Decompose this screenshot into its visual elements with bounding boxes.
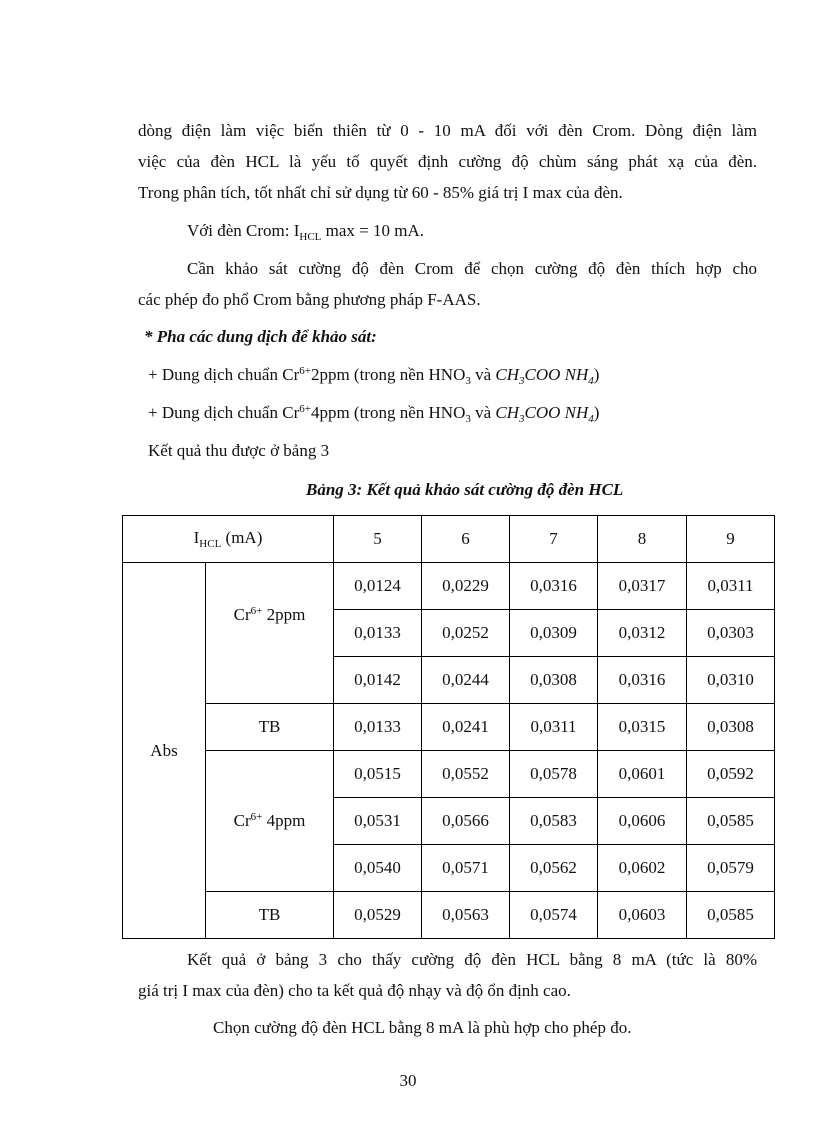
table-cell: 0,0583 [510, 798, 598, 845]
table-row [123, 563, 775, 610]
avg-label: TB [206, 704, 334, 751]
avg-cell: 0,0241 [422, 704, 510, 751]
paragraph-line: dòng điện làm việc biến thiên từ 0 - 10 mA đối với đèn Crom. Dòng điện làm [138, 121, 757, 140]
lamp-max-current: Với đèn Crom: $I_{HCL}$ max = 10 mA. [187, 221, 425, 243]
table-row-average [123, 892, 775, 939]
table-cell: 0,0317 [598, 563, 687, 610]
table-cell: 0,0303 [687, 610, 775, 657]
conclusion-line: Kết quả ở bảng 3 cho thấy cường độ đèn HCL bằng 8 mA (tức là 80% [187, 950, 757, 969]
header-current: $I_{HCL}$ (mA) [123, 516, 334, 563]
paragraph-line: các phép đo phổ Crom bằng phương pháp F-AAS. [138, 290, 481, 309]
page-number: 30 [399, 1071, 417, 1090]
table-cell: 0,0562 [510, 845, 598, 892]
table-cell: 0,0515 [334, 751, 422, 798]
avg-cell: 0,0529 [334, 892, 422, 939]
table-cell: 0,0601 [598, 751, 687, 798]
result-line: Kết quả thu được ở bảng 3 [148, 441, 330, 460]
table-cell: 0,0531 [334, 798, 422, 845]
table-cell: 0,0540 [334, 845, 422, 892]
table-cell: 0,0316 [598, 657, 687, 704]
table-cell: 0,0579 [687, 845, 775, 892]
header-col: 9 [687, 516, 775, 563]
table-cell: 0,0311 [687, 563, 775, 610]
table-cell: 0,0592 [687, 751, 775, 798]
table-cell: 0,0602 [598, 845, 687, 892]
table-cell: 0,0316 [510, 563, 598, 610]
avg-cell: 0,0133 [334, 704, 422, 751]
table-cell: 0,0308 [510, 657, 598, 704]
header-col: 5 [334, 516, 422, 563]
table-cell: 0,0312 [598, 610, 687, 657]
paragraph-line: Cần khảo sát cường độ đèn Crom để chọn cường độ đèn thích hợp cho [187, 259, 757, 278]
table-cell: 0,0252 [422, 610, 510, 657]
table-cell: 0,0606 [598, 798, 687, 845]
table-cell: 0,0585 [687, 798, 775, 845]
table-row [123, 751, 775, 798]
table-caption: Bảng 3: Kết quả khảo sát cường độ đèn HCL [306, 480, 624, 499]
conclusion-line: giá trị I max của đèn) cho ta kết quả độ nhạy và độ ổn định cao. [138, 981, 571, 1000]
table-cell: 0,0124 [334, 563, 422, 610]
avg-cell: 0,0585 [687, 892, 775, 939]
header-col: 7 [510, 516, 598, 563]
section-heading: * Pha các dung dịch để khảo sát: [144, 327, 377, 346]
solution-item: + Dung dịch chuẩn $Cr^{6+}4ppm$ (trong nền $HNO_3$ và $CH_3COO$ $NH_4$) [148, 403, 600, 425]
avg-label: TB [206, 892, 334, 939]
avg-cell: 0,0563 [422, 892, 510, 939]
table-cell: 0,0571 [422, 845, 510, 892]
table-cell: 0,0552 [422, 751, 510, 798]
table-cell: 0,0133 [334, 610, 422, 657]
avg-cell: 0,0574 [510, 892, 598, 939]
table-header-row [123, 516, 775, 563]
conclusion-line: Chọn cường độ đèn HCL bằng 8 mA là phù hợp cho phép đo. [213, 1018, 632, 1037]
avg-cell: 0,0311 [510, 704, 598, 751]
table-cell: 0,0229 [422, 563, 510, 610]
paragraph-line: việc của đèn HCL là yếu tố quyết định cường độ chùm sáng phát xạ của đèn. [138, 152, 757, 171]
results-table [122, 515, 775, 939]
table-cell: 0,0310 [687, 657, 775, 704]
table-cell: 0,0142 [334, 657, 422, 704]
table-cell: 0,0578 [510, 751, 598, 798]
paragraph-line: Trong phân tích, tốt nhất chỉ sử dụng từ 60 - 85% giá trị I max của đèn. [138, 183, 623, 202]
avg-cell: 0,0315 [598, 704, 687, 751]
avg-cell: 0,0308 [687, 704, 775, 751]
header-col: 6 [422, 516, 510, 563]
avg-cell: 0,0603 [598, 892, 687, 939]
group-label-4ppm: $Cr^{6+}$ 4ppm [206, 751, 334, 892]
table-row-average [123, 704, 775, 751]
abs-label: Abs [123, 563, 206, 939]
group-label-2ppm: $Cr^{6+}$ 2ppm [206, 563, 334, 704]
table-cell: 0,0566 [422, 798, 510, 845]
solution-item: + Dung dịch chuẩn $Cr^{6+}2ppm$ (trong nền $HNO_3$ và $CH_3COO$ $NH_4$) [148, 365, 600, 387]
table-cell: 0,0244 [422, 657, 510, 704]
header-col: 8 [598, 516, 687, 563]
table-cell: 0,0309 [510, 610, 598, 657]
